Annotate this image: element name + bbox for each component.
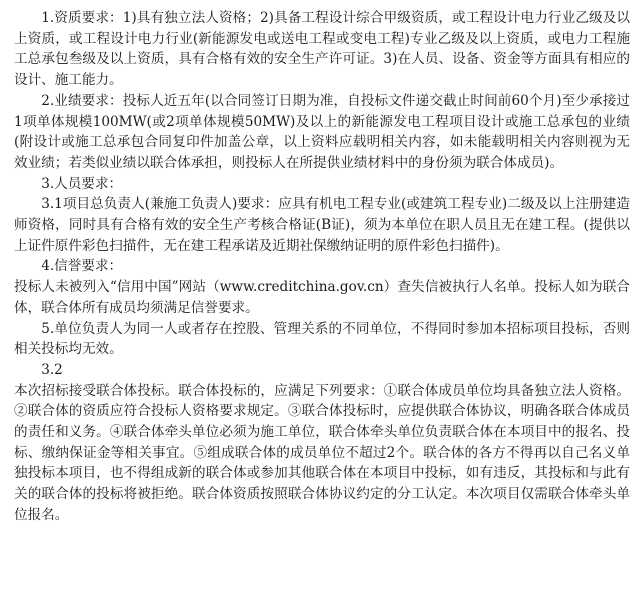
project-manager-requirements-paragraph: 3.1项目总负责人(兼施工负责人)要求：应具有机电工程专业(或建筑工程专业)二级及以上注册建造师资格，同时具有合格有效的安全生产考核合格证(B证)，须为本单位在职人员且无在建工程。(提供以上证件原件彩色扫描件，无在建工程承诺及近期社保缴纳证明的原件彩色扫描件)。 [14,196,630,254]
qualification-requirements-paragraph: 1.资质要求：1)具有独立法人资格；2)具备工程设计综合甲级资质，或工程设计电力行业乙级及以上资质，或工程设计电力行业(新能源发电或送电工程或变电工程)专业乙级及以上资质，或电力工程施工总承包叁级及以上资质，具有合格有效的安全生产许可证。3)在人员、设备、资金等方面具有相应的设计、施工能力。 [14,10,630,89]
unit-leader-paragraph: 5.单位负责人为同一人或者存在控股、管理关系的不同单位，不得同时参加本招标项目投标，否则相关投标均无效。 [14,320,630,358]
credit-requirements-heading: 4.信誉要求： [41,258,123,275]
section-3-2-heading: 3.2 [41,361,63,378]
personnel-requirements-heading: 3.人员要求： [41,175,123,192]
document-body [14,0,630,526]
credit-requirements-paragraph: 投标人未被列入“信用中国”网站（www.creditchina.gov.cn）查失信被执行人名单。投标人如为联合体，联合体所有成员均须满足信誉要求。 [14,279,630,316]
performance-requirements-paragraph: 2.业绩要求：投标人近五年(以合同签订日期为准，自投标文件递交截止时间前60个月)至少承接过1项单体规模100MW(或2项单体规模50MW)及以上的新能源发电工程项目设计或施工总承包的业绩(附设计或施工总承包合同复印件加盖公章，以上资料应载明相关内容，如未能载明相关内容则视为无效业绩；若类似业绩以联合体承担，则投标人在所提供业绩材料中的身份须为联合体成员)。 [14,92,630,171]
consortium-bidding-paragraph: 本次招标接受联合体投标。联合体投标的，应满足下列要求：①联合体成员单位均具备独立法人资格。②联合体的资质应符合投标人资格要求规定。③联合体投标时，应提供联合体协议，明确各联合体成员的责任和义务。④联合体牵头单位必须为施工单位，联合体牵头单位负责联合体在本项目中的报名、投标、缴纳保证金等相关事宜。⑤组成联合体的成员单位不超过2个。联合体的各方不得再以自己名义单独投标本项目，也不得组成新的联合体或参加其他联合体在本项目中投标，如有违反，其投标和与此有关的联合体的投标将被拒绝。联合体资质按照联合体协议约定的分工认定。本次项目仅需联合体牵头单位报名。 [14,382,630,523]
